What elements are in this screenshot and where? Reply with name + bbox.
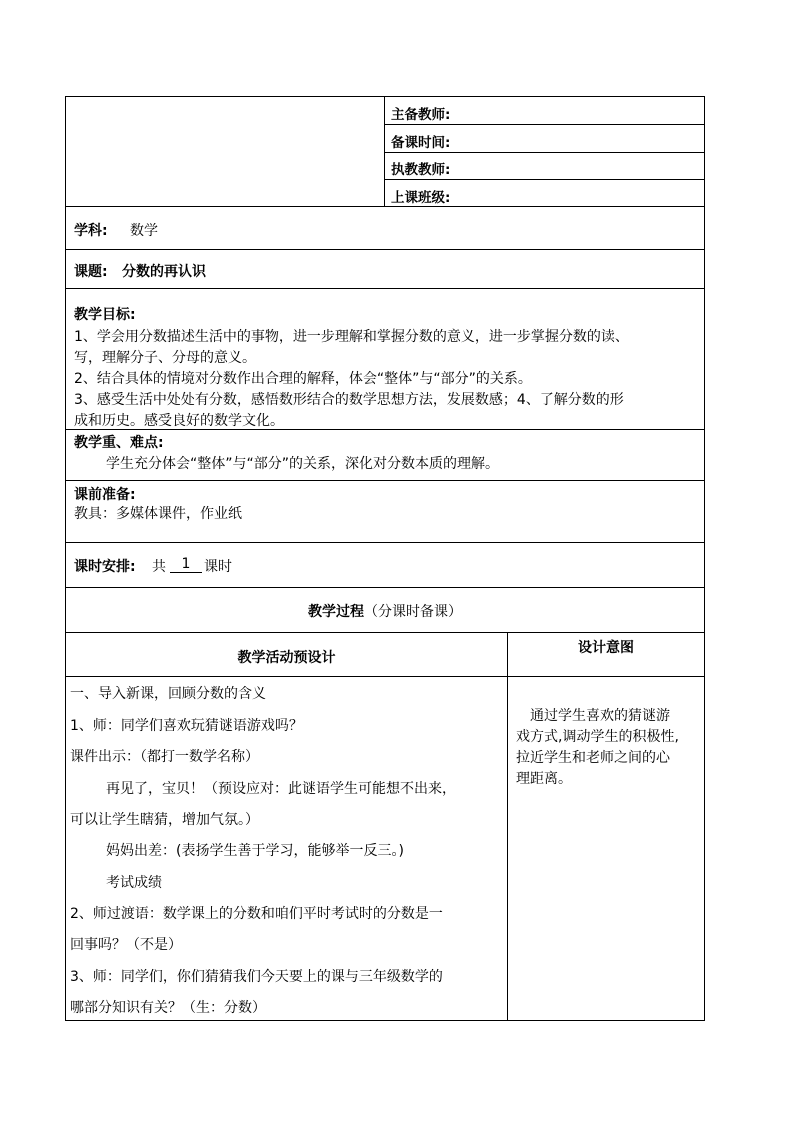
goal-line: 写，理解分子、分母的意义。 — [74, 350, 256, 366]
preparation-row — [65, 480, 705, 543]
key-points-text: 学生充分体会“整体”与“部分”的关系，深化对分数本质的理解。 — [106, 456, 500, 472]
goals-label: 教学目标: — [74, 307, 136, 323]
schedule-suffix: 课时 — [204, 559, 232, 575]
header-row-teaching-teacher — [384, 152, 705, 180]
subject-row — [65, 206, 705, 250]
key-points-row — [65, 429, 705, 481]
goal-line: 1、学会用分数描述生活中的事物，进一步理解和掌握分数的意义，进一步掌握分数的读、 — [74, 329, 629, 345]
header-row-class — [384, 179, 705, 207]
lead-teacher-label: 主备教师: — [391, 107, 451, 123]
header-row-lead-teacher — [384, 96, 705, 125]
activity-line: 回事吗？（不是） — [70, 937, 182, 953]
col-header-activity — [65, 632, 508, 677]
activity-line: 妈妈出差：(表扬学生善于学习，能够举一反三。) — [92, 843, 404, 859]
teaching-teacher-label: 执教教师: — [391, 162, 451, 178]
intent-body — [507, 676, 705, 1021]
col-header-intent-text: 设计意图 — [578, 640, 634, 656]
subject-label: 学科: — [74, 223, 108, 239]
intent-line: 戏方式,调动学生的积极性, — [516, 729, 679, 745]
topic-value: 分数的再认识 — [122, 264, 206, 280]
schedule-count: 1 — [170, 556, 202, 573]
activity-line: 考试成绩 — [92, 875, 162, 891]
activity-line: 2、师过渡语：数学课上的分数和咱们平时考试时的分数是一 — [70, 906, 443, 922]
topic-label: 课题: — [74, 264, 108, 280]
activity-body — [65, 676, 508, 1021]
activity-line: 3、师：同学们，你们猜猜我们今天要上的课与三年级数学的 — [70, 969, 443, 985]
col-header-intent — [507, 632, 705, 677]
key-points-label: 教学重、难点: — [74, 435, 164, 451]
intent-line: 通过学生喜欢的猜谜游 — [516, 708, 670, 724]
subject-value: 数学 — [130, 223, 158, 239]
schedule-label: 课时安排: — [74, 559, 136, 575]
activity-line: 哪部分知识有关？（生：分数） — [70, 1000, 266, 1016]
class-label: 上课班级: — [391, 190, 451, 206]
process-subtitle: （分课时备课） — [364, 604, 462, 620]
goal-line: 2、结合具体的情境对分数作出合理的解释，体会“整体”与“部分”的关系。 — [74, 371, 532, 387]
activity-line: 1、师：同学们喜欢玩猜谜语游戏吗？ — [70, 718, 303, 734]
activity-line: 可以让学生瞎猜，增加气氛。） — [70, 812, 259, 828]
intent-line: 理距离。 — [516, 771, 572, 787]
activity-line: 一、导入新课，回顾分数的含义 — [70, 686, 266, 702]
goal-line: 成和历史。感受良好的数学文化。 — [74, 413, 284, 429]
prep-time-label: 备课时间: — [391, 135, 451, 151]
col-header-activity-text: 教学活动预设计 — [237, 650, 336, 666]
header-left-box — [65, 96, 385, 207]
process-title-row — [65, 587, 705, 633]
intent-line: 拉近学生和老师之间的心 — [516, 750, 670, 766]
process-title: 教学过程 — [308, 604, 364, 620]
schedule-row — [65, 542, 705, 588]
preparation-text: 教具：多媒体课件，作业纸 — [74, 506, 242, 522]
topic-row — [65, 249, 705, 289]
goals-row — [65, 288, 705, 430]
activity-line: 课件出示：（都打一数学名称） — [70, 749, 259, 765]
goal-line: 3、感受生活中处处有分数，感悟数形结合的数学思想方法，发展数感；4、了解分数的形 — [74, 392, 624, 408]
header-row-prep-time — [384, 124, 705, 153]
preparation-label: 课前准备: — [74, 487, 136, 503]
schedule-prefix: 共 — [152, 559, 166, 575]
activity-line: 再见了，宝贝！（预设应对：此谜语学生可能想不出来， — [92, 781, 456, 797]
